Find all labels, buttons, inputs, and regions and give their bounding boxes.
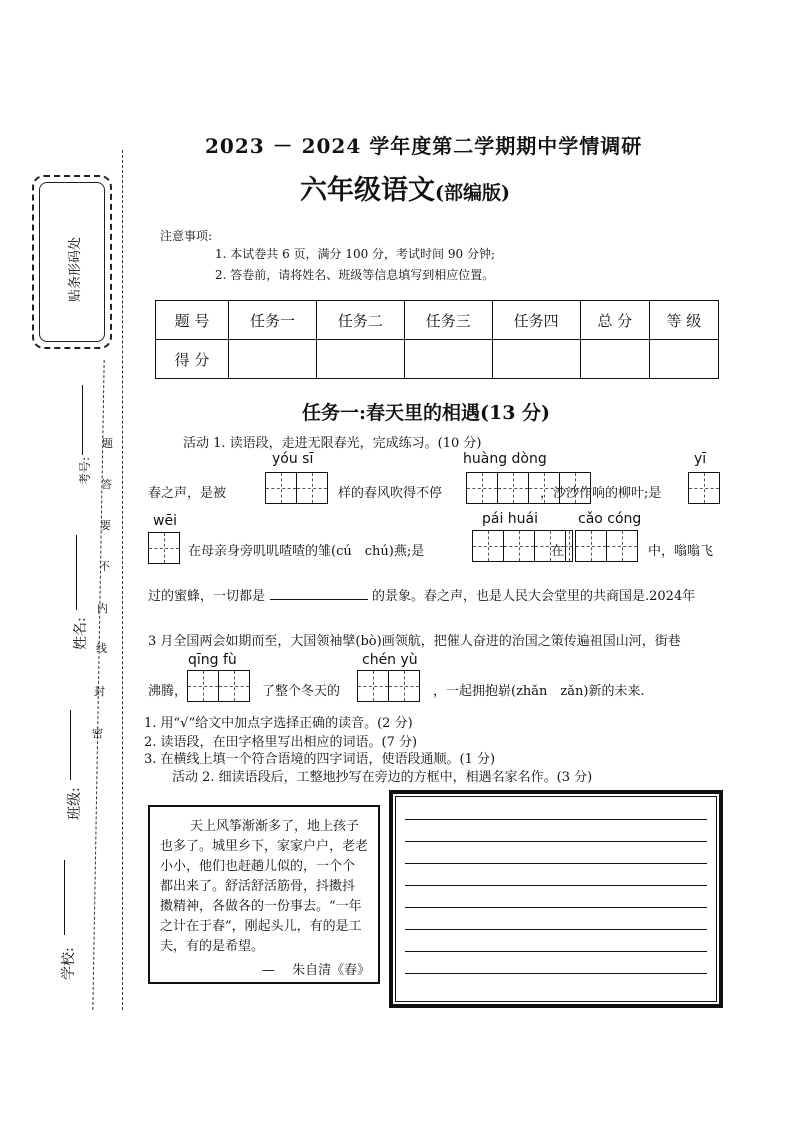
passage-text: 样的春风吹得不停 — [338, 486, 443, 501]
writing-grid[interactable] — [148, 532, 179, 564]
seal-char-5: 不 — [99, 560, 110, 573]
passage-text: 的景象。春之声，也是人民大会堂里的共商国是.2024年 — [372, 589, 696, 604]
ruled-line — [405, 973, 707, 974]
passage-text: 过的蜜蜂，一切都是 — [148, 589, 266, 604]
pinyin-label: cǎo cóng — [578, 511, 642, 527]
score-cell[interactable] — [229, 340, 317, 379]
passage-line: 小小，他们也赶趟儿似的，一个个 — [160, 859, 356, 874]
table-header-cell: 任务三 — [404, 301, 492, 340]
ruled-line — [405, 885, 707, 886]
table-header-cell: 任务二 — [316, 301, 404, 340]
table-row-label: 得 分 — [156, 340, 229, 379]
writing-grid[interactable] — [357, 670, 419, 702]
class-label: 班级: — [67, 787, 83, 820]
score-cell[interactable] — [580, 340, 649, 379]
passage-text: 中，嗡嗡飞 — [648, 544, 714, 559]
school-label: 学校: — [61, 947, 77, 980]
pinyin-label: yóu sī — [272, 451, 314, 467]
barcode-sticker-area — [32, 175, 112, 349]
ruled-line — [405, 907, 707, 908]
exam-number-label: 考号: — [78, 456, 92, 485]
table-header-cell: 总 分 — [580, 301, 649, 340]
seal-char-8: 题 — [102, 437, 113, 450]
notes-heading: 注意事项: — [160, 229, 213, 243]
question-3: 3. 在横线上填一个符合语境的四字词语，使语段通顺。(1 分) — [144, 752, 496, 767]
seal-char-2: 封 — [94, 685, 105, 698]
table-header-cell: 等 级 — [649, 301, 718, 340]
name-label: 姓名: — [73, 617, 89, 650]
activity2-title: 活动 2. 细读语段后，工整地抄写在旁边的方框中，相遇名家名作。(3 分) — [172, 770, 593, 785]
writing-grid[interactable] — [265, 472, 327, 504]
score-cell[interactable] — [649, 340, 718, 379]
subject-name: 六年级语文 — [300, 175, 435, 206]
passage-text: 3 月全国两会如期而至，大国领袖擘(bò)画领航，把催人奋进的治国之策传遍祖国山河，街巷 — [148, 634, 681, 649]
ruled-line — [405, 841, 707, 842]
ruled-line — [405, 819, 707, 820]
score-table — [155, 300, 719, 379]
passage-line: 也多了。城里乡下，家家户户，老老 — [160, 839, 369, 854]
seal-char-7: 答 — [101, 478, 112, 491]
passage-text: 在 — [551, 544, 565, 559]
ruled-line — [405, 929, 707, 930]
edition-label: (部编版) — [435, 182, 510, 204]
passage-text: 沸腾， — [148, 684, 188, 699]
passage-text: ，沙沙作响的柳叶;是 — [540, 486, 662, 501]
passage-line: 都出来了。舒活舒活筋骨，抖擞抖 — [160, 879, 356, 894]
table-header-cell: 题 号 — [156, 301, 229, 340]
score-cell[interactable] — [492, 340, 580, 379]
notes-item-2: 2. 答卷前，请将姓名、班级等信息填写到相应位置。 — [215, 268, 495, 282]
question-2: 2. 读语段，在田字格里写出相应的词语。(7 分) — [144, 735, 418, 750]
copy-writing-box[interactable] — [389, 790, 723, 1008]
pinyin-label: yī — [694, 451, 707, 467]
table-header-cell: 任务四 — [492, 301, 580, 340]
question-1: 1. 用“√”给文中加点字选择正确的读音。(2 分) — [144, 716, 413, 731]
exam-number-field[interactable] — [82, 385, 83, 455]
passage-line: 天上风筝渐渐多了，地上孩子 — [190, 819, 360, 834]
idiom-blank[interactable] — [270, 583, 368, 600]
table-row — [156, 301, 719, 340]
writing-grid[interactable] — [688, 472, 719, 504]
seal-char-4: 内 — [97, 602, 108, 615]
task1-heading: 任务一:春天里的相遇(13 分) — [302, 402, 551, 424]
passage-text: 在母亲身旁叽叽喳喳的雏(cú chú)燕;是 — [188, 544, 425, 559]
pinyin-label: qīng fù — [188, 652, 237, 668]
passage-line: 擞精神，各做各的一份事去。“一年 — [160, 899, 362, 914]
passage-text: ，一起拥抱崭(zhǎn zǎn)新的未来. — [433, 684, 645, 699]
pinyin-label: pái huái — [482, 511, 539, 527]
seal-char-3: 线 — [96, 642, 107, 655]
class-field[interactable] — [70, 710, 71, 780]
score-cell[interactable] — [316, 340, 404, 379]
barcode-sticker-label: 贴条形码处 — [68, 236, 83, 302]
passage-text: 了整个冬天的 — [262, 684, 341, 699]
passage-line: 之计在于春”，刚起头儿，有的是工 — [160, 919, 362, 934]
pinyin-label: wēi — [153, 513, 177, 529]
seal-char-6: 要 — [100, 519, 111, 532]
writing-grid[interactable] — [187, 670, 249, 702]
name-field[interactable] — [76, 535, 77, 610]
exam-title: 2023 － 2024 学年度第二学期期中学情调研 — [205, 134, 643, 158]
writing-grid[interactable] — [575, 530, 637, 562]
passage-source: — 朱自清《春》 — [262, 963, 371, 978]
notes-item-1: 1. 本试卷共 6 页，满分 100 分，考试时间 90 分钟; — [215, 247, 496, 261]
pinyin-label: chén yù — [362, 652, 418, 668]
seal-line-outer — [122, 150, 123, 1010]
ruled-line — [405, 863, 707, 864]
pinyin-label: huàng dòng — [463, 451, 547, 467]
activity1-title: 活动 1. 读语段，走进无限春光，完成练习。(10 分) — [183, 436, 482, 451]
table-row — [156, 340, 719, 379]
passage-text: 春之声，是被 — [148, 486, 227, 501]
seal-char-1: 密 — [92, 727, 103, 740]
table-header-cell: 任务一 — [229, 301, 317, 340]
school-field[interactable] — [64, 860, 65, 935]
passage-box — [148, 805, 380, 984]
exam-subject — [300, 168, 600, 207]
passage-line: 夫，有的是希望。 — [160, 939, 265, 954]
score-cell[interactable] — [404, 340, 492, 379]
ruled-line — [405, 951, 707, 952]
